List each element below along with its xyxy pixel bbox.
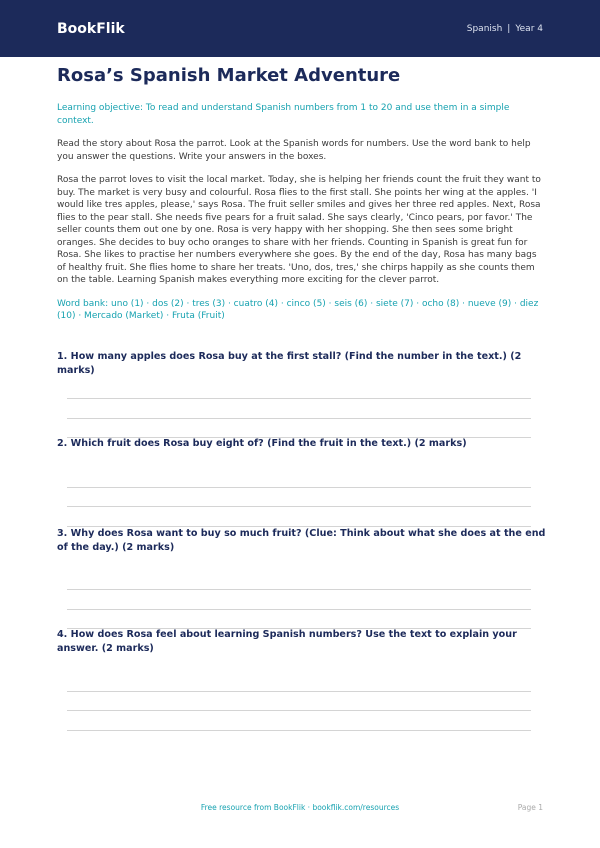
answer-line-3b[interactable] <box>67 609 531 610</box>
page-header <box>0 0 600 57</box>
answer-line-2a[interactable] <box>67 487 531 488</box>
answer-line-4b[interactable] <box>67 710 531 711</box>
answer-line-1a[interactable] <box>67 398 531 399</box>
instructions: Read the story about Rosa the parrot. Look at the Spanish words for numbers. Use the word bank to help you answer the questions. Write your answers in the boxes. <box>57 139 531 162</box>
answer-line-2b[interactable] <box>67 506 531 507</box>
subject-label: Spanish <box>466 23 503 34</box>
page-number: Page 1 <box>517 803 543 812</box>
answer-line-4c[interactable] <box>67 730 531 731</box>
question-4: 4. How does Rosa feel about learning Spanish numbers? Use the text to explain your answer. (2 marks) <box>57 629 517 654</box>
year-label: Year 4 <box>515 23 543 34</box>
answer-line-3a[interactable] <box>67 589 531 590</box>
learning-objective: Learning objective: To read and understand Spanish numbers from 1 to 20 and use them in a simple context. <box>57 103 510 126</box>
answer-line-4a[interactable] <box>67 691 531 692</box>
worksheet-intro <box>57 64 543 323</box>
meta-separator: | <box>507 23 511 34</box>
subject-year-label <box>467 24 543 34</box>
story-text: Rosa the parrot loves to visit the local market. Today, she is helping her friends count the fruit they want to buy. The market is very busy and colourful. Rosa flies to the first stall. She points her wing at the apples. 'I would like tres apples, please,' says Rosa. The fruit seller smiles and gives her three red apples. Next, Rosa flies to the pear stall. She needs five pears for a fruit salad. She says clearly, 'Cinco pears, por favor.' The seller counts them out one by one. Rosa is very happy with her shopping. She then sees some bright oranges. She decides to buy ocho oranges to share with her friends. Counting in Spanish is great fun for Rosa. She likes to practise her numbers everywhere she goes. By the end of the day, Rosa has many bags of healthy fruit. She flies home to share her treats. 'Uno, dos, tres,' she chirps happily as she counts them on the table. Learning Spanish makes everything more exciting for the clever parrot. <box>57 175 541 285</box>
page-title: Rosa’s Spanish Market Adventure <box>57 65 401 86</box>
brand-logo-text: BookFlik <box>57 20 125 37</box>
question-3: 3. Why does Rosa want to buy so much fruit? (Clue: Think about what she does at the end of the day.) (2 marks) <box>57 528 546 553</box>
answer-line-1b[interactable] <box>67 418 531 419</box>
question-1: 1. How many apples does Rosa buy at the first stall? (Find the number in the text.) (2 marks) <box>57 351 522 376</box>
question-2: 2. Which fruit does Rosa buy eight of? (Find the fruit in the text.) (2 marks) <box>57 438 467 449</box>
word-bank: Word bank: uno (1) · dos (2) · tres (3) · cuatro (4) · cinco (5) · seis (6) · siete (7) · ocho (8) · nueve (9) · diez (10) · Mercado (Market) · Fruta (Fruit) <box>57 298 539 321</box>
footer-resource-link[interactable]: Free resource from BookFlik · bookflik.com/resources <box>200 803 400 812</box>
